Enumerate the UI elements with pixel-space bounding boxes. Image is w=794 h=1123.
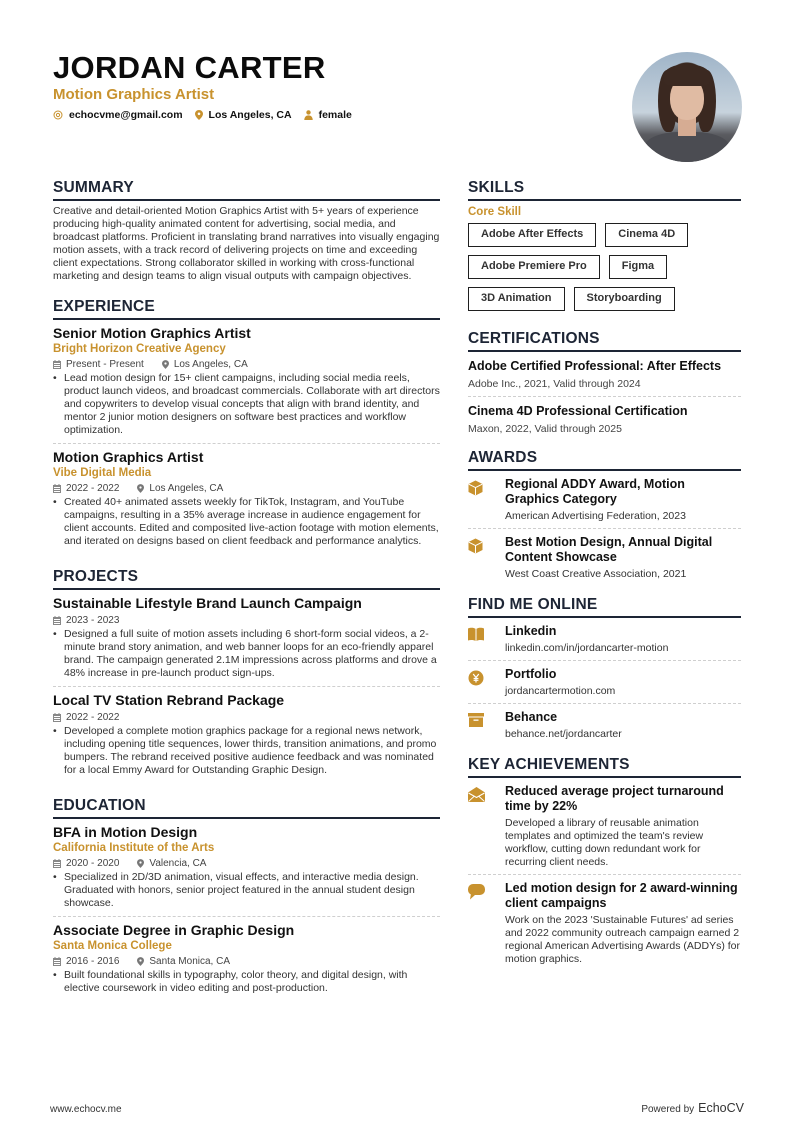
gender-text: female (318, 109, 352, 121)
skill-chip: Storyboarding (574, 287, 675, 311)
resume-header (53, 50, 613, 121)
yen-coin-icon (468, 670, 484, 686)
location-pin-icon (162, 360, 169, 369)
award-detail: American Advertising Federation, 2023 (505, 510, 686, 522)
book-icon (468, 627, 484, 641)
calendar-icon (53, 957, 61, 966)
project-entry (53, 594, 440, 685)
email-text: echocvme@gmail.com (69, 109, 183, 121)
entry-bullets (53, 372, 440, 437)
achievements-section (468, 755, 741, 970)
entry-dates: Present - Present (66, 359, 144, 370)
section-heading: AWARDS (468, 448, 741, 471)
online-section (468, 595, 741, 745)
summary-text: Creative and detail-oriented Motion Graphics Artist with 5+ years of experience producing high-quality animated content for advertising, social media, and broadcast platforms. Proficient in translating brand narratives into visually engaging motion assets, with a track record of delivering projects on time and exceeding client expectations. Strong collaborator skilled in working with cross-functional marketing and design teams to align visual outputs with campaign objectives. (53, 205, 440, 282)
section-heading: PROJECTS (53, 567, 440, 590)
entry-meta (53, 482, 440, 495)
certification-item (468, 356, 741, 395)
skill-category: Core Skill (468, 206, 522, 218)
link-label: Portfolio (505, 667, 557, 681)
certification-title: Cinema 4D Professional Certification (468, 404, 688, 418)
entry-meta (53, 955, 440, 968)
at-icon (53, 110, 63, 120)
bullet-item: • Lead motion design for 15+ client campaigns, including social media reels, product launch videos, and broadcast commercials. Collaborate with art directors and copywriters to develop visual concepts that align with brand identity, and mentor 2 junior motion designers on software best practices and workflow optimization. (53, 372, 440, 437)
award-item (468, 533, 741, 585)
link-label: Linkedin (505, 624, 557, 638)
contact-info (53, 109, 613, 121)
location-pin-icon (195, 110, 203, 120)
entry-bullets (53, 871, 440, 910)
calendar-icon (53, 484, 61, 493)
company-name: Bright Horizon Creative Agency (53, 343, 226, 355)
skills-section (468, 178, 741, 319)
project-entry (53, 691, 440, 782)
achievement-title: Reduced average project turnaround time by 22% (505, 784, 724, 813)
skill-chip: Adobe Premiere Pro (468, 255, 600, 279)
envelope-open-icon (468, 787, 485, 802)
section-heading: FIND ME ONLINE (468, 595, 741, 618)
person-icon (304, 110, 313, 120)
location-text: Los Angeles, CA (208, 109, 292, 121)
education-entry (53, 921, 440, 1000)
entry-bullets (53, 725, 440, 777)
location-pin-icon (137, 859, 144, 868)
calendar-icon (53, 713, 61, 722)
entry-divider (468, 396, 741, 397)
calendar-icon (53, 360, 61, 369)
entry-location: Santa Monica, CA (149, 956, 230, 967)
link-url[interactable]: linkedin.com/in/jordancarter-motion (505, 642, 669, 654)
bullet-item: • Designed a full suite of motion assets including 6 short-form social videos, a 2-minute brand story animation, and web banner loops for an eco-friendly apparel brand. The campaign generated 2.1M impressions across platforms and drove a 48% increase in pre-launch product sign-ups. (53, 628, 440, 680)
left-column (53, 178, 440, 1014)
school-name: Santa Monica College (53, 940, 172, 952)
brand-name[interactable]: EchoCV (698, 1101, 744, 1115)
entry-dates: 2023 - 2023 (66, 615, 120, 626)
entry-meta (53, 614, 440, 627)
entry-meta (53, 358, 440, 371)
entry-divider (468, 528, 741, 529)
experience-section (53, 297, 440, 553)
entry-dates: 2020 - 2020 (66, 858, 120, 869)
achievement-detail: Developed a library of reusable animation templates and optimized the team's review workflow, cutting down redundant work for recurring client needs. (505, 817, 704, 868)
certification-title: Adobe Certified Professional: After Effects (468, 359, 722, 373)
candidate-title: Motion Graphics Artist (53, 86, 215, 103)
archive-box-icon (468, 713, 484, 727)
project-title: Sustainable Lifestyle Brand Launch Campaign (53, 595, 362, 611)
cube-icon (468, 480, 483, 496)
achievement-detail: Work on the 2023 'Sustainable Futures' ad series and 2022 community outreach campaign earned 2 regional American Advertising Awards (ADDYs) for motion graphics. (505, 914, 740, 965)
awards-section (468, 448, 741, 585)
entry-divider (53, 686, 440, 687)
section-heading: EXPERIENCE (53, 297, 440, 320)
online-link-item[interactable] (468, 622, 741, 659)
achievement-title: Led motion design for 2 award-winning client campaigns (505, 881, 738, 910)
skill-chip: Cinema 4D (605, 223, 688, 247)
education-entry (53, 823, 440, 915)
entry-divider (53, 916, 440, 917)
entry-divider (468, 660, 741, 661)
skill-chips (468, 223, 741, 319)
skill-chip: Figma (609, 255, 667, 279)
bullet-item: • Specialized in 2D/3D animation, visual effects, and interactive media design. Graduated with honors, senior project featured in the annual student design showcase. (53, 871, 440, 910)
cube-icon (468, 538, 483, 554)
contact-email[interactable] (53, 109, 183, 121)
calendar-icon (53, 859, 61, 868)
contact-gender (304, 109, 352, 121)
section-heading: SUMMARY (53, 178, 440, 201)
award-detail: West Coast Creative Association, 2021 (505, 568, 687, 580)
summary-section (53, 178, 440, 283)
contact-location (195, 109, 292, 121)
entry-bullets (53, 969, 440, 995)
certification-detail: Maxon, 2022, Valid through 2025 (468, 423, 622, 435)
entry-location: Valencia, CA (149, 858, 207, 869)
link-url[interactable]: behance.net/jordancarter (505, 728, 622, 740)
project-title: Local TV Station Rebrand Package (53, 692, 285, 708)
entry-meta (53, 711, 440, 724)
entry-dates: 2016 - 2016 (66, 956, 120, 967)
online-link-item[interactable] (468, 708, 741, 745)
profile-photo (632, 52, 742, 162)
projects-section (53, 567, 440, 782)
section-heading: CERTIFICATIONS (468, 329, 741, 352)
degree-title: BFA in Motion Design (53, 824, 198, 840)
entry-bullets (53, 628, 440, 680)
award-item (468, 475, 741, 527)
skill-chip: Adobe After Effects (468, 223, 596, 247)
bullet-item: • Built foundational skills in typography, color theory, and digital design, with elective coursework in video editing and post-production. (53, 969, 440, 995)
right-column (468, 178, 741, 984)
entry-bullets (53, 496, 440, 548)
photo-suit (644, 132, 730, 162)
location-pin-icon (137, 484, 144, 493)
bullet-item: • Developed a complete motion graphics package for a regional news network, including opening title sequences, lower thirds, transition animations, and promo bumpers. The rebrand received positive audience feedback and was nominated for a local Emmy Award for Outstanding Graphic Design. (53, 725, 440, 777)
entry-divider (53, 443, 440, 444)
school-name: California Institute of the Arts (53, 842, 215, 854)
certification-detail: Adobe Inc., 2021, Valid through 2024 (468, 378, 641, 390)
entry-dates: 2022 - 2022 (66, 483, 120, 494)
calendar-icon (53, 616, 61, 625)
award-title: Regional ADDY Award, Motion Graphics Category (505, 477, 685, 506)
section-heading: SKILLS (468, 178, 741, 201)
link-label: Behance (505, 710, 558, 724)
degree-title: Associate Degree in Graphic Design (53, 922, 295, 938)
footer-powered-by (641, 1101, 744, 1115)
experience-entry (53, 448, 440, 553)
skill-chip: 3D Animation (468, 287, 565, 311)
achievement-item (468, 879, 741, 970)
link-url[interactable]: jordancartermotion.com (505, 685, 616, 697)
powered-by-text: Powered by (641, 1104, 695, 1115)
candidate-name: JORDAN CARTER (53, 50, 326, 85)
photo-hair (664, 64, 710, 86)
certification-item (468, 401, 741, 438)
job-title: Motion Graphics Artist (53, 449, 204, 465)
bullet-item: • Created 40+ animated assets weekly for TikTok, Instagram, and YouTube campaigns, resulting in a 35% average increase in audience engagement for client accounts. Edited and composited live-action footage with motion elements, and iterated on designs based on client feedback and performance analytics. (53, 496, 440, 548)
entry-location: Los Angeles, CA (173, 359, 248, 370)
award-title: Best Motion Design, Annual Digital Content Showcase (505, 535, 713, 564)
online-link-item[interactable] (468, 665, 741, 702)
entry-location: Los Angeles, CA (149, 483, 224, 494)
achievement-item (468, 782, 741, 873)
certifications-section (468, 329, 741, 438)
section-heading: EDUCATION (53, 796, 440, 819)
entry-dates: 2022 - 2022 (66, 712, 120, 723)
job-title: Senior Motion Graphics Artist (53, 325, 251, 341)
speech-bubble-icon (468, 884, 485, 900)
footer-website[interactable]: www.echocv.me (50, 1104, 122, 1115)
entry-meta (53, 857, 440, 870)
experience-entry (53, 324, 440, 442)
entry-divider (468, 703, 741, 704)
entry-divider (468, 874, 741, 875)
education-section (53, 796, 440, 1000)
section-heading: KEY ACHIEVEMENTS (468, 755, 741, 778)
company-name: Vibe Digital Media (53, 467, 152, 479)
location-pin-icon (137, 957, 144, 966)
